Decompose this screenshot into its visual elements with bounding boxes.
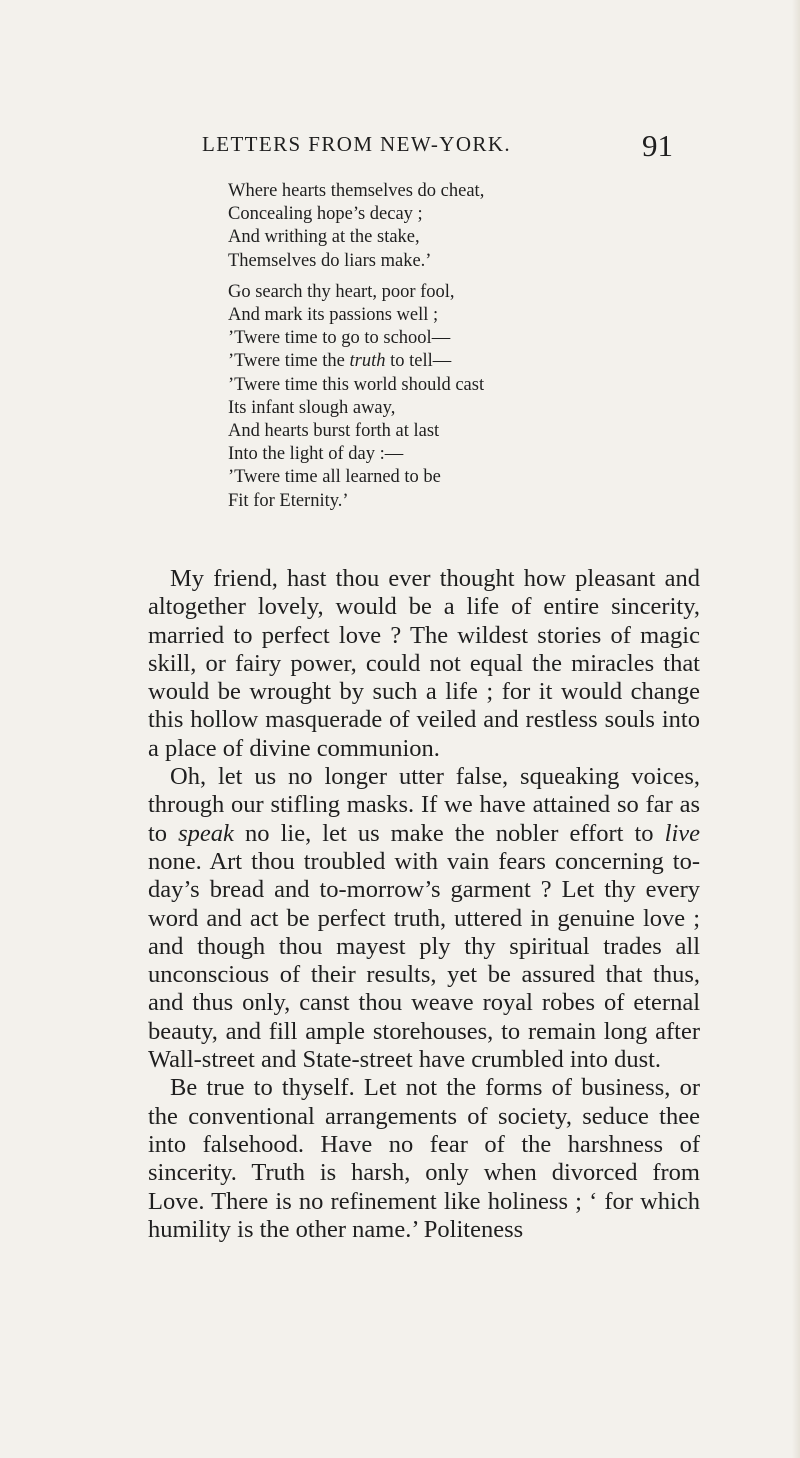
page-edge (792, 0, 800, 1458)
paragraph: Be true to thyself. Let not the forms of business, or the conventional arrangements of society, seduce thee into falsehood. Have no fear of the harshness of sincerity. Truth is harsh, only when divorced from Love. There is no refinement like holiness ; ‘ for which humility is the other name.’ Politeness (148, 1074, 700, 1243)
running-title: LETTERS FROM NEW-YORK. (202, 132, 512, 156)
paragraph-text: none. Art thou troubled with vain fears concerning to-day’s bread and to-morrow’s garment ? Let thy every word and act be perfect truth, uttered in genuine love ; and though thou mayest ply thy spiritual trades all unconscious of their results, yet be assured that thus, and thus only, canst thou weave royal robes of eternal beauty, and fill ample storehouses, to remain long after Wall-street and State-street have crumbled into dust. (148, 847, 700, 1074)
paragraph: My friend, hast thou ever thought how pleasant and altogether lovely, would be a life of entire sincerity, married to perfect love ? The wildest stories of magic skill, or fairy power, could not equal the miracles that would be wrought by such a life ; for it would change this hollow masquerade of veiled and restless souls into a place of divine communion. (148, 565, 700, 762)
prose-body (148, 565, 700, 1244)
emphasis-live: live (664, 819, 701, 847)
poem (228, 180, 698, 513)
poem-line: ’Twere time this world should cast (228, 374, 485, 395)
poem-line: Fit for Eternity.’ (228, 490, 349, 511)
poem-line: Into the light of day :— (228, 444, 404, 465)
poem-line: ’Twere time to go to school— (228, 328, 451, 349)
emphasis-truth: truth (349, 351, 386, 372)
poem-line: ’Twere time all learned to be (228, 467, 441, 488)
poem-line: And hearts burst forth at last (228, 421, 440, 442)
poem-line: Go search thy heart, poor fool, (228, 281, 455, 302)
poem-line: Themselves do liars make.’ (228, 250, 432, 271)
poem-line: Concealing hope’s decay ; (228, 204, 423, 225)
page-number: 91 (642, 128, 673, 163)
running-head (0, 128, 800, 164)
poem-line: And writhing at the stake, (228, 227, 420, 248)
emphasis-speak: speak (178, 819, 234, 847)
poem-line: Where hearts themselves do cheat, (228, 181, 485, 201)
poem-line: ’Twere time the truth to tell— (228, 351, 452, 372)
poem-line: Its infant slough away, (228, 397, 396, 418)
paragraph-text: no lie, let us make the nobler effort to (233, 819, 665, 847)
poem-line: And mark its passions well ; (228, 305, 439, 326)
paragraph (148, 763, 700, 1074)
poem-stanza (228, 180, 698, 273)
paragraph-text: Oh, let us no longer utter false, squeaking voices, through our stifling masks. If we have attained so far as to (148, 763, 700, 847)
poem-stanza (228, 281, 698, 513)
